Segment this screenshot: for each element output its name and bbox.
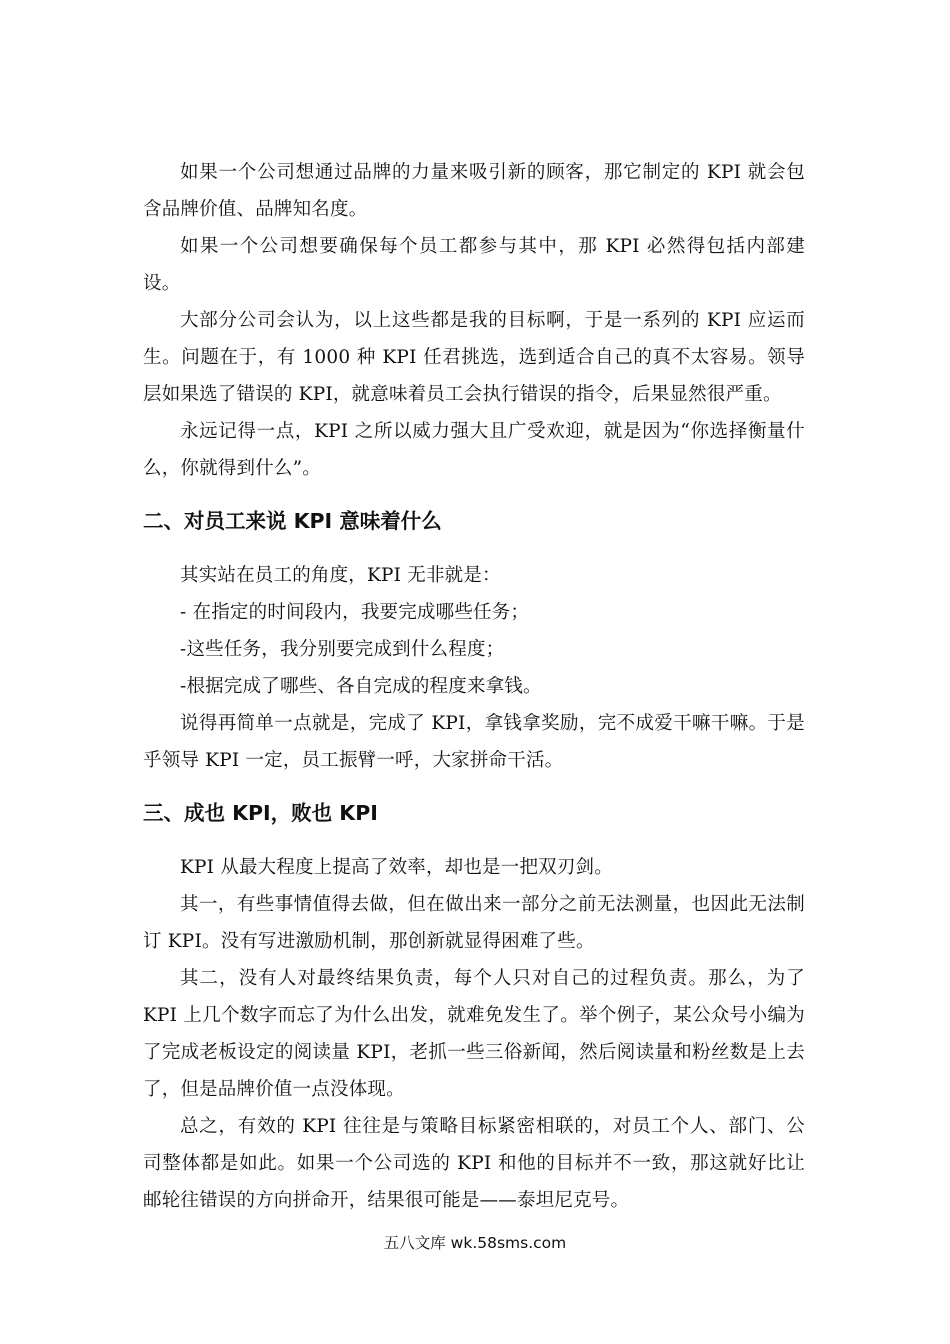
paragraph: 如果一个公司想通过品牌的力量来吸引新的顾客，那它制定的 KPI 就会包含品牌价值、品牌知名度。	[143, 162, 805, 220]
list-item: -根据完成了哪些、各自完成的程度来拿钱。	[180, 676, 542, 697]
paragraph: 如果一个公司想要确保每个员工都参与其中，那 KPI 必然得包括内部建设。	[143, 236, 805, 294]
paragraph: 总之，有效的 KPI 往往是与策略目标紧密相联的，对员工个人、部门、公司整体都是如此。如果一个公司选的 KPI 和他的目标并不一致，那这就好比让邮轮往错误的方向拼命开，结果很可能是——泰坦尼克号。	[143, 1116, 805, 1211]
list-item: - 在指定的时间段内，我要完成哪些任务；	[180, 602, 530, 623]
list-item: -这些任务，我分别要完成到什么程度；	[180, 639, 505, 660]
paragraph: 其实站在员工的角度，KPI 无非就是：	[180, 565, 501, 586]
page-footer: 五八文库 wk.58sms.com	[383, 1234, 567, 1252]
paragraph: 其一，有些事情值得去做，但在做出来一部分之前无法测量，也因此无法制订 KPI。没有写进激励机制，那创新就显得困难了些。	[143, 894, 805, 952]
paragraph: KPI 从最大程度上提高了效率，却也是一把双刃剑。	[180, 857, 613, 878]
paragraph: 说得再简单一点就是，完成了 KPI，拿钱拿奖励，完不成爱干嘛干嘛。于是乎领导 KPI 一定，员工振臂一呼，大家拼命干活。	[143, 713, 805, 771]
paragraph: 永远记得一点，KPI 之所以威力强大且广受欢迎，就是因为“你选择衡量什么，你就得到什么”。	[143, 421, 805, 479]
section-heading-employee-kpi: 二、对员工来说 KPI 意味着什么	[143, 509, 442, 533]
section-heading-kpi-double-edged: 三、成也 KPI，败也 KPI	[143, 801, 378, 825]
document-body	[143, 154, 805, 1219]
paragraph: 其二，没有人对最终结果负责，每个人只对自己的过程负责。那么，为了 KPI 上几个数字而忘了为什么出发，就难免发生了。举个例子，某公众号小编为了完成老板设定的阅读量 KPI，老抓一些三俗新闻，然后阅读量和粉丝数是上去了，但是品牌价值一点没体现。	[143, 968, 805, 1100]
paragraph: 大部分公司会认为，以上这些都是我的目标啊，于是一系列的 KPI 应运而生。问题在于，有 1000 种 KPI 任君挑选，选到适合自己的真不太容易。领导层如果选了错误的 KPI，就意味着员工会执行错误的指令，后果显然很严重。	[143, 310, 805, 405]
